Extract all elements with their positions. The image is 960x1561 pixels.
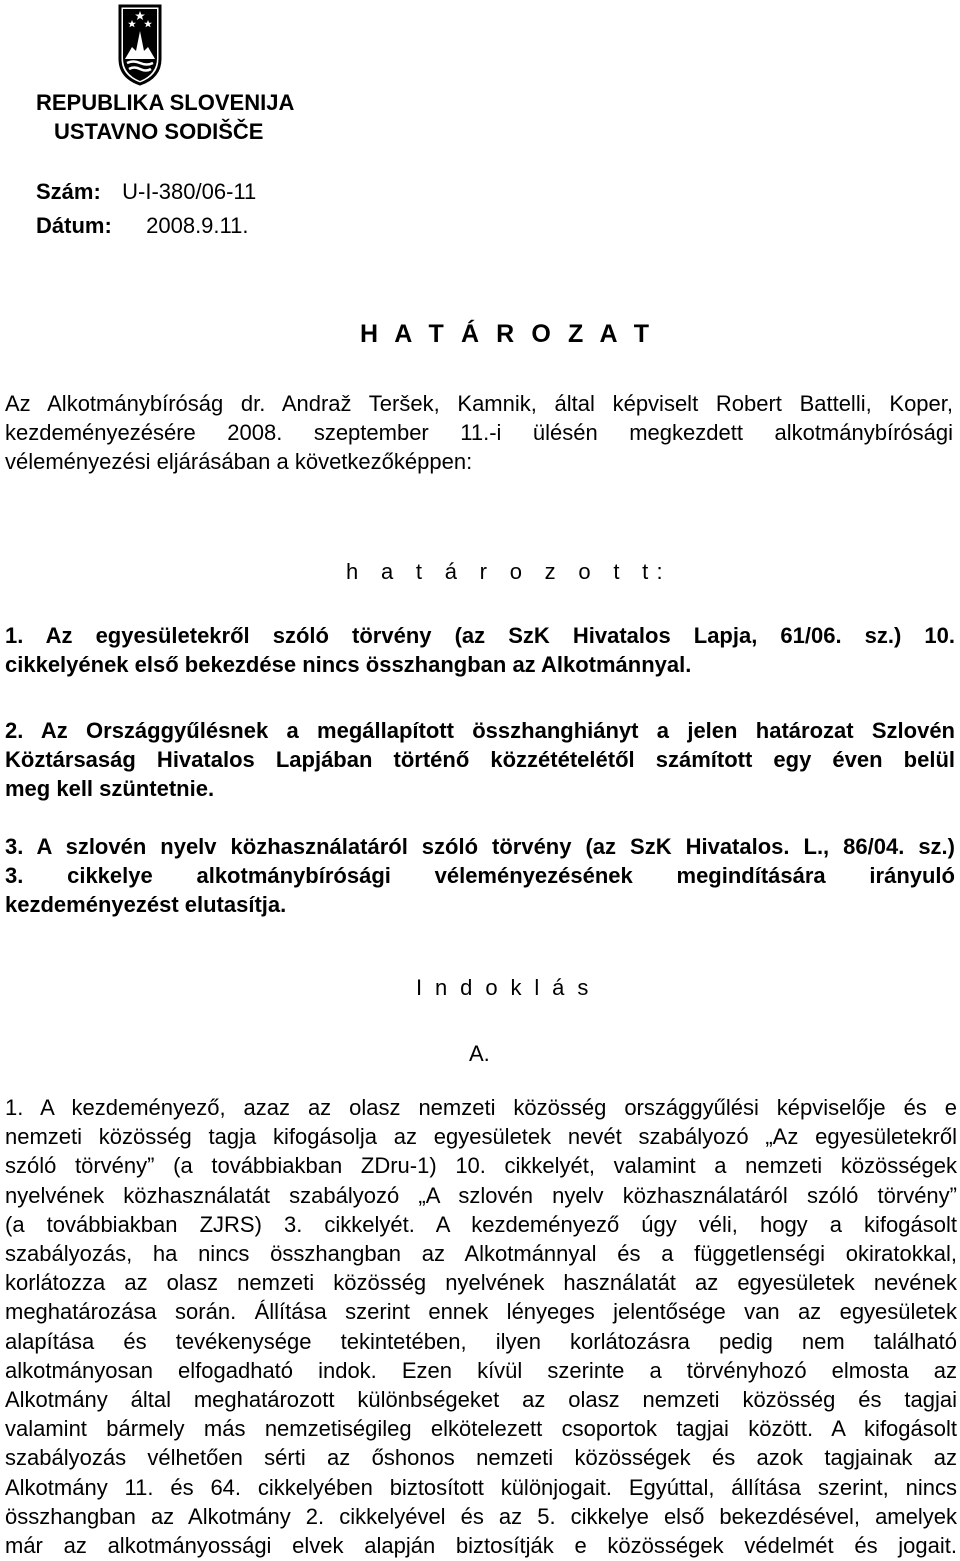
decision-point-1 [5,621,955,679]
body-line: összhangban az Alkotmány 2. cikkelyével és az 5. cikkelye első bekezdésével, amelyek [5,1503,957,1529]
body-line: meghatározása során. Állítása szerint ennek lényeges jelentősége van az egyesületek [5,1299,957,1325]
body-line: nyelvének közhasználatát szabályozó „A szlovén nyelv közhasználatáról szóló törvény” [5,1182,957,1208]
point-line: meg kell szüntetnie. [5,776,215,801]
point-line: cikkelyének első bekezdése nincs összhangban az Alkotmánnyal. [5,652,692,677]
case-number-label: Szám: [36,179,101,204]
body-line: nemzeti közösség tagja kifogásolja az egyesületek nevét szabályozó „Az egyesületekről [5,1124,957,1150]
body-line: Alkotmány 11. és 64. cikkelyében biztosított különjogait. Egyúttal, állítása szerint, nincs [5,1474,957,1500]
body-line: alkotmányosan elfogadható indok. Ezen kívül szerinte a törvényhozó elmosta az [5,1357,957,1383]
decision-point-2 [5,716,955,803]
date-value: 2008.9.11. [146,213,249,238]
body-line: 1. A kezdeményező, azaz az olasz nemzeti közösség országgyűlési képviselője és e [5,1095,957,1120]
court-name [36,88,294,146]
body-line: szóló törvény” (a továbbiakban ZDru-1) 10. cikkelyét, valamint a nemzeti közösségek [5,1153,957,1179]
body-line: szabályozás, ha nincs összhangban az Alkotmánnyal és a függetlenségi okiratokkal, [5,1241,957,1267]
case-number-value: U-I-380/06-11 [122,179,257,204]
body-line: szabályozás vélhetően sérti az őshonos nemzeti közösségek és azok tagjainak az [5,1445,957,1471]
body-line: már az alkotmányossági elvek alapján biztosítják e közösségek védelmét és jogait. [5,1533,957,1559]
body-line: Alkotmány által meghatározott különbségeket az olasz nemzeti közösség és tagjai [5,1387,957,1413]
intro-paragraph [5,389,953,476]
court-name-line2: USTAVNO SODIŠČE [54,119,264,144]
point-line: 1. Az egyesületekről szóló törvény (az SzK Hivatalos Lapja, 61/06. sz.) 10. [5,623,955,648]
document-title: H A T Á R O Z A T [360,320,655,348]
section-heading: A. [469,1041,490,1066]
decision-heading: h a t á r o z o t t: [346,559,671,584]
body-line: (a továbbiakban ZJRS) 3. cikkelyét. A kezdeményező úgy véli, hogy a kifogásolt [5,1211,957,1237]
decision-point-3 [5,832,955,919]
point-line: Köztársaság Hivatalos Lapjában történő közzétételétől számított egy éven belül [5,747,955,772]
body-line: korlátozza az olasz nemzeti közösség nyelvének használatát az egyesületek nevének [5,1270,957,1296]
case-meta [36,175,256,243]
body-line: valamint bármely más nemzetiségileg elkötelezett csoportok tagjai között. A kifogásolt [5,1416,957,1442]
coat-of-arms-icon [117,3,163,86]
point-line: 2. Az Országgyűlésnek a megállapított összhanghiányt a jelen határozat Szlovén [5,718,955,743]
court-name-line1: REPUBLIKA SLOVENIJA [36,90,295,115]
reasoning-heading: I n d o k l á s [416,975,592,1000]
intro-line: véleményezési eljárásában a következőképpen: [5,449,473,474]
reasoning-paragraph [5,1093,957,1560]
point-line: 3. A szlovén nyelv közhasználatáról szóló törvény (az SzK Hivatalos. L., 86/04. sz.) [5,834,955,859]
point-line: 3. cikkelye alkotmánybírósági véleményezésének megindítására irányuló [5,863,955,888]
date-label: Dátum: [36,213,112,238]
intro-line: kezdeményezésére 2008. szeptember 11.-i ülésén megkezdett alkotmánybírósági [5,420,953,445]
intro-line: Az Alkotmánybíróság dr. Andraž Teršek, Kamnik, által képviselt Robert Battelli, Koper, [5,391,953,416]
point-line: kezdeményezést elutasítja. [5,892,287,917]
body-line: alapítása és tevékenysége tekintetében, ilyen korlátozásra pedig nem található [5,1328,957,1354]
